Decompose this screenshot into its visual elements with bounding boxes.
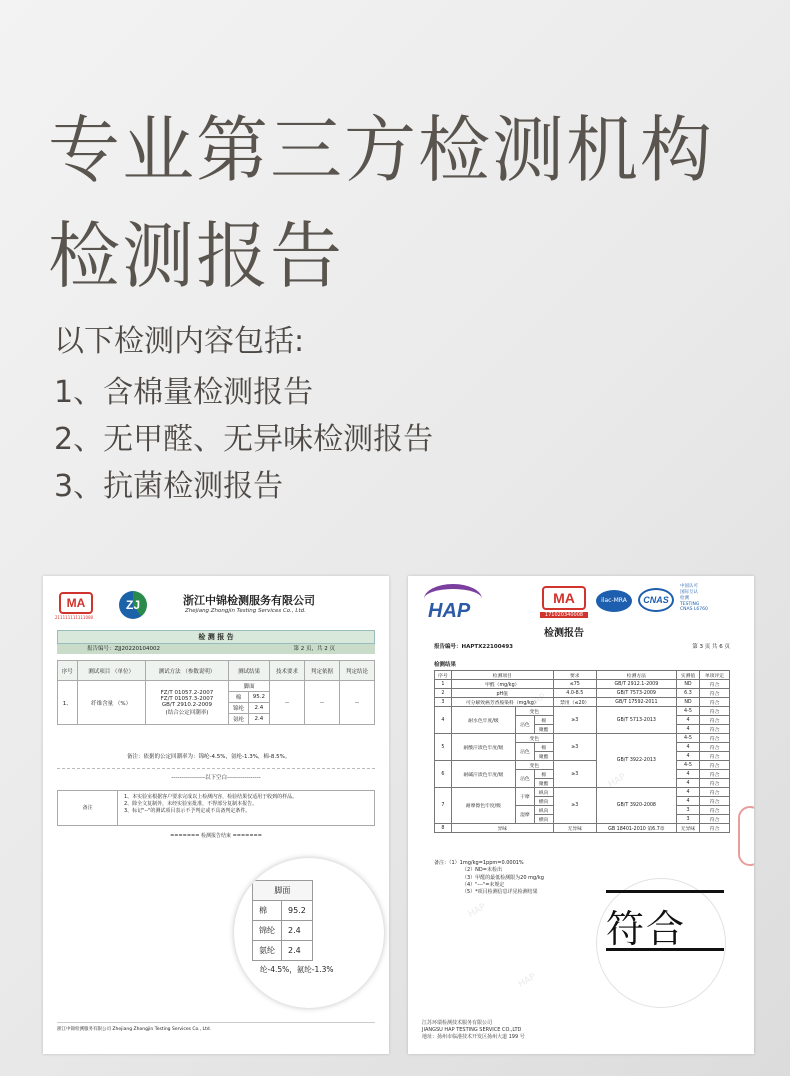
method-line: FZ/T 01057.3-2007 bbox=[160, 695, 214, 702]
verdict-seal bbox=[596, 878, 726, 1008]
report-number: 报告编号：ZJJ20220104002 bbox=[87, 646, 161, 652]
sub-label: 纵向 bbox=[534, 788, 553, 797]
ma-logo: MA bbox=[542, 586, 586, 610]
magnified-header: 脚面 bbox=[253, 881, 313, 901]
right-results-table bbox=[434, 670, 730, 833]
hap-logo-text: HAP bbox=[428, 600, 471, 622]
table-cell: ≥3 bbox=[553, 788, 596, 824]
report-number: 报告编号：HAPTX22100493 bbox=[434, 644, 513, 650]
ilac-mra-logo: ilac-MRA bbox=[596, 590, 632, 612]
sub-label: 变色 bbox=[516, 707, 554, 716]
page-indicator: 第 2 页，共 2 页 bbox=[293, 646, 335, 652]
right-notes bbox=[434, 860, 544, 896]
table-cell: 7 bbox=[435, 788, 452, 824]
seal-line-bottom bbox=[606, 948, 724, 951]
table-cell: 符合 bbox=[700, 788, 730, 797]
table-cell: 可分解致癌芳香胺染料（mg/kg） bbox=[451, 698, 553, 707]
table-cell: 无异味 bbox=[553, 824, 596, 833]
table-cell: 禁用（≤20） bbox=[553, 698, 596, 707]
cnas-line: 国际互认 bbox=[680, 589, 698, 595]
cnas-logo: CNAS bbox=[638, 588, 674, 612]
table-cell: 符合 bbox=[700, 806, 730, 815]
cnas-line: 中国认可 bbox=[680, 584, 698, 589]
remarks-box bbox=[57, 790, 375, 826]
sub-label: 横向 bbox=[534, 815, 553, 824]
table-cell: 3 bbox=[676, 815, 699, 824]
report-end-marker: ======= 检测报告结束 ======= bbox=[170, 833, 262, 839]
magnified-fiber-name: 棉 bbox=[253, 901, 282, 921]
table-cell: 甲醛（mg/kg） bbox=[451, 680, 553, 689]
left-report-footer: 浙江中锦检测服务有限公司 Zhejiang Zhongjin Testing Services Co., Ltd. bbox=[57, 1022, 375, 1032]
fiber-value: 2.4 bbox=[248, 703, 269, 714]
table-cell: ≤75 bbox=[553, 680, 596, 689]
left-results-table bbox=[57, 660, 375, 725]
test-methods bbox=[145, 681, 229, 725]
table-cell: 符合 bbox=[700, 707, 730, 716]
magnified-note: 纶-4.5%，氨纶-1.3% bbox=[260, 965, 334, 974]
right-report-sheet bbox=[408, 576, 754, 1054]
watermark: HAP bbox=[606, 772, 628, 790]
table-cell: 4 bbox=[676, 752, 699, 761]
sub-label: 聚酯 bbox=[534, 779, 553, 788]
report-number-bar bbox=[57, 644, 375, 654]
table-cell: ≥3 bbox=[553, 734, 596, 761]
table-cell: 耐碱汗渍色牢度/级 bbox=[451, 761, 515, 788]
test-item: 纤维含量 （%） bbox=[77, 681, 145, 725]
table-cell: ND bbox=[676, 698, 699, 707]
cnas-accreditation-text bbox=[680, 584, 708, 613]
table-cell: 符合 bbox=[700, 743, 730, 752]
magnified-fiber-name: 锦纶 bbox=[253, 921, 282, 941]
cnas-line: 检测 bbox=[680, 595, 689, 601]
watermark: HAP bbox=[516, 972, 538, 990]
judgement-result: -- bbox=[339, 681, 374, 725]
sub-label: 横向 bbox=[534, 797, 553, 806]
table-cell: 8 bbox=[435, 824, 452, 833]
sub-label: 沾色 bbox=[516, 743, 535, 761]
ma-number: 171020340008 bbox=[540, 612, 588, 618]
note-line: 备注：（1）1mg/kg=1ppm=0.0001% bbox=[434, 860, 524, 866]
blank-below-marker: -----------------以下空白----------------- bbox=[57, 768, 375, 781]
zj-logo: ZJ bbox=[119, 591, 147, 619]
col-header: 单项评定 bbox=[700, 671, 730, 680]
table-cell: pH值 bbox=[451, 689, 553, 698]
col-header: 判定结论 bbox=[339, 661, 374, 681]
section-label: 检测结果 bbox=[434, 662, 457, 668]
table-cell: GB/T 17592-2011 bbox=[596, 698, 676, 707]
table-cell: 符合 bbox=[700, 779, 730, 788]
note-line: （4）"---"=未规定 bbox=[462, 881, 505, 888]
table-cell: 符合 bbox=[700, 797, 730, 806]
footer-line: 地址：扬州市临港技术开发区扬州大道 199 号 bbox=[422, 1034, 525, 1040]
table-cell: GB 18401-2010 第6.7章 bbox=[596, 824, 676, 833]
table-cell: 4 bbox=[676, 716, 699, 725]
table-cell: 4.0-8.5 bbox=[553, 689, 596, 698]
table-cell: 4-5 bbox=[676, 707, 699, 716]
company-name-cn: 浙江中锦检测服务有限公司 bbox=[183, 594, 315, 607]
table-cell: 符合 bbox=[700, 770, 730, 779]
intro-item-1: 1、含棉量检测报告 bbox=[54, 375, 314, 410]
table-cell: GB/T 2912.1-2009 bbox=[596, 680, 676, 689]
table-cell: 符合 bbox=[700, 725, 730, 734]
table-cell: 4 bbox=[676, 725, 699, 734]
table-cell: 符合 bbox=[700, 815, 730, 824]
magnified-table bbox=[252, 880, 313, 961]
sub-label: 聚酯 bbox=[534, 752, 553, 761]
fiber-value: 2.4 bbox=[248, 714, 269, 725]
table-cell: 符合 bbox=[700, 761, 730, 770]
hap-logo bbox=[422, 584, 484, 630]
table-cell: 4 bbox=[676, 770, 699, 779]
remark-line: 2、除全文复制外，未经实验室批准，不得部分复制本报告。 bbox=[124, 800, 258, 807]
table-cell: 2 bbox=[435, 689, 452, 698]
table-cell: 耐摩擦色牢度/级 bbox=[451, 788, 515, 824]
tech-requirement: -- bbox=[270, 681, 305, 725]
table-cell: 4 bbox=[676, 797, 699, 806]
remarks-label: 备注 bbox=[58, 791, 118, 825]
col-header: 序号 bbox=[435, 671, 452, 680]
headline-line-2: 检测报告 bbox=[48, 214, 345, 298]
row-note: 备注：依据的公定回潮率为：锦纶-4.5%，氨纶-1.3%，棉-8.5%。 bbox=[127, 754, 291, 760]
table-cell: 耐酸汗渍色牢度/级 bbox=[451, 734, 515, 761]
table-cell: 6.3 bbox=[676, 689, 699, 698]
table-cell: ≥3 bbox=[553, 707, 596, 734]
table-cell: 符合 bbox=[700, 752, 730, 761]
fiber-value: 95.2 bbox=[248, 692, 269, 703]
table-cell: 4 bbox=[676, 779, 699, 788]
fiber-name: 棉 bbox=[229, 692, 249, 703]
company-name-en: Zhejiang Zhongjin Testing Services Co., Ltd. bbox=[185, 608, 306, 614]
col-header: 测试方法 （参数说明） bbox=[145, 661, 229, 681]
table-cell: 4-5 bbox=[676, 734, 699, 743]
table-cell: GB/T 3920-2008 bbox=[596, 788, 676, 824]
table-cell: ND bbox=[676, 680, 699, 689]
table-cell: GB/T 7573-2009 bbox=[596, 689, 676, 698]
method-line: (结合公定回潮率) bbox=[165, 709, 209, 716]
table-cell: 3 bbox=[676, 806, 699, 815]
seal-line-top bbox=[606, 890, 724, 893]
result-part-header: 脚面 bbox=[229, 681, 270, 692]
magnified-fiber-value: 95.2 bbox=[282, 901, 313, 921]
method-line: GB/T 2910.2-2009 bbox=[161, 701, 213, 708]
col-header: 检测方法 bbox=[596, 671, 676, 680]
sub-label: 变色 bbox=[516, 761, 554, 770]
table-cell: 异味 bbox=[451, 824, 553, 833]
sub-label: 沾色 bbox=[516, 716, 535, 734]
note-line: （2）ND=未检出 bbox=[462, 867, 502, 874]
report-title: 检 测 报 告 bbox=[57, 630, 375, 644]
magnified-results-circle bbox=[234, 858, 384, 1008]
table-cell: 符合 bbox=[700, 824, 730, 833]
fiber-name: 锦纶 bbox=[229, 703, 249, 714]
table-cell: 4 bbox=[676, 788, 699, 797]
report-title: 检测报告 bbox=[544, 628, 584, 639]
table-cell: 4-5 bbox=[676, 761, 699, 770]
table-cell: GB/T 3922-2013 bbox=[596, 734, 676, 788]
judgement-basis: -- bbox=[305, 681, 340, 725]
cnas-line: TESTING bbox=[680, 601, 700, 607]
table-cell: 4 bbox=[435, 707, 452, 734]
col-header: 要求 bbox=[553, 671, 596, 680]
magnified-fiber-name: 氨纶 bbox=[253, 941, 282, 961]
table-cell: 1 bbox=[435, 680, 452, 689]
magnified-fiber-value: 2.4 bbox=[282, 941, 313, 961]
note-line: （5）*项目检测信息详见检测结果 bbox=[462, 889, 538, 895]
remark-line: 1、本实验室根据客户要求完成以上检测内容，检验结果仅适用于收到的样品。 bbox=[124, 794, 298, 800]
edge-stamp bbox=[738, 806, 754, 866]
fiber-name: 氨纶 bbox=[229, 714, 249, 725]
right-report-footer bbox=[422, 1020, 525, 1041]
note-line: （3）甲醛的最低检测限为20 mg/kg bbox=[462, 874, 544, 881]
left-report-sheet bbox=[43, 576, 389, 1054]
col-header: 序号 bbox=[58, 661, 78, 681]
table-cell: 5 bbox=[435, 734, 452, 761]
col-header: 判定依据 bbox=[305, 661, 340, 681]
intro-item-2: 2、无甲醛、无异味检测报告 bbox=[54, 422, 434, 457]
table-cell: 符合 bbox=[700, 680, 730, 689]
intro-item-3: 3、抗菌检测报告 bbox=[54, 469, 284, 504]
sub-label: 湿摩 bbox=[516, 806, 535, 824]
col-header: 技术要求 bbox=[270, 661, 305, 681]
table-cell: 无异味 bbox=[676, 824, 699, 833]
ma-number: 211111111111080 bbox=[55, 615, 94, 620]
sub-label: 棉 bbox=[534, 716, 553, 725]
headline-line-1: 专业第三方检测机构 bbox=[48, 108, 715, 192]
table-cell: 符合 bbox=[700, 734, 730, 743]
sub-label: 聚酯 bbox=[534, 725, 553, 734]
table-cell: 符合 bbox=[700, 698, 730, 707]
sub-label: 干摩 bbox=[516, 788, 535, 806]
sub-label: 纵向 bbox=[534, 806, 553, 815]
remark-line: 3、标记"--"的测试项目表示不予判定或不具备判定条件。 bbox=[124, 807, 251, 814]
col-header: 测试项目 （单位） bbox=[77, 661, 145, 681]
sub-label: 沾色 bbox=[516, 770, 535, 788]
intro-lead: 以下检测内容包括: bbox=[54, 324, 305, 359]
footer-line: 江苏环瑞检测技术服务有限公司 bbox=[422, 1020, 493, 1026]
sub-label: 棉 bbox=[534, 743, 553, 752]
col-header: 测试结果 bbox=[229, 661, 270, 681]
magnified-fiber-value: 2.4 bbox=[282, 921, 313, 941]
col-header: 检测项目 bbox=[451, 671, 553, 680]
sub-label: 棉 bbox=[534, 770, 553, 779]
table-cell: 符合 bbox=[700, 689, 730, 698]
row-number: 1、 bbox=[58, 681, 78, 725]
table-cell: 符合 bbox=[700, 716, 730, 725]
cnas-line: CNAS L6760 bbox=[680, 607, 708, 613]
footer-line: JIANGSU HAP TESTING SERVICE CO.,LTD bbox=[422, 1027, 522, 1033]
watermark: HAP bbox=[526, 692, 548, 710]
table-cell: 3 bbox=[435, 698, 452, 707]
watermark: HAP bbox=[466, 902, 488, 920]
method-line: FZ/T 01057.2-2007 bbox=[160, 689, 214, 696]
table-cell: 6 bbox=[435, 761, 452, 788]
table-cell: 耐水色牢度/级 bbox=[451, 707, 515, 734]
page-indicator: 第 3 页 共 6 页 bbox=[692, 644, 730, 650]
sub-label: 变色 bbox=[516, 734, 554, 743]
table-cell: GB/T 5713-2013 bbox=[596, 707, 676, 734]
verdict-text: 符合 bbox=[606, 907, 687, 951]
table-cell: ≥3 bbox=[553, 761, 596, 788]
table-cell: 4 bbox=[676, 743, 699, 752]
col-header: 实测值 bbox=[676, 671, 699, 680]
ma-logo: MA bbox=[59, 592, 93, 614]
